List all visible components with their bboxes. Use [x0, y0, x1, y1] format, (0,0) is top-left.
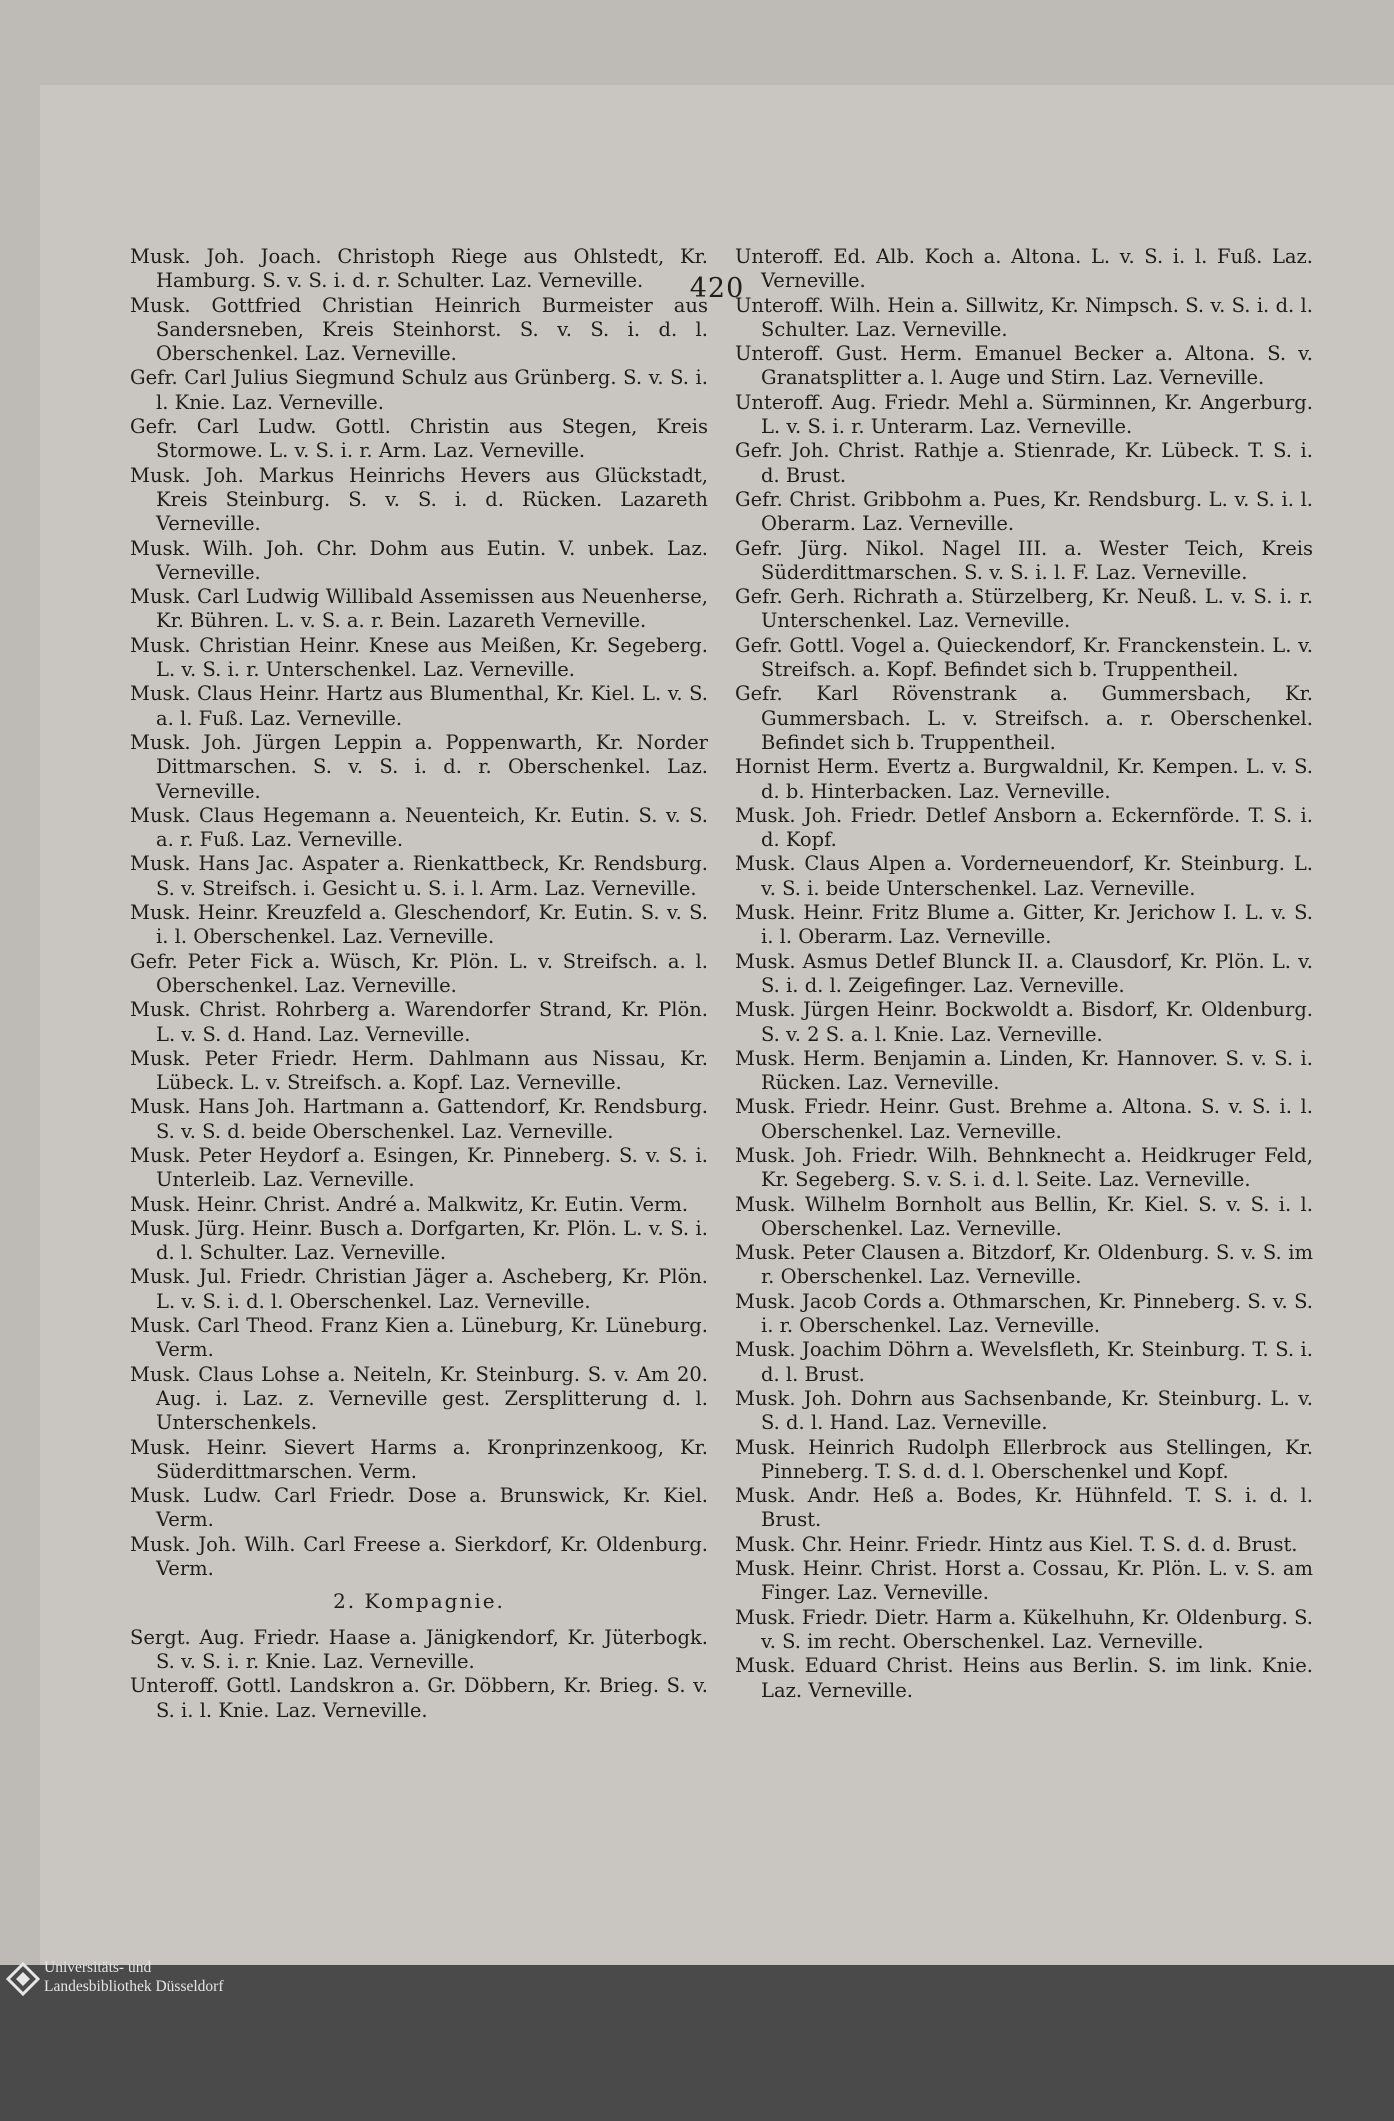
casualty-entry: Musk. Joh. Friedr. Wilh. Behnknecht a. Heidkruger Feld, Kr. Segeberg. S. v. S. i. d. l. Seite. Laz. Verneville.	[735, 1143, 1313, 1192]
casualty-entry: Gefr. Carl Julius Siegmund Schulz aus Grünberg. S. v. S. i. l. Knie. Laz. Verneville.	[130, 366, 708, 414]
casualty-entry: Musk. Asmus Detlef Blunck II. a. Clausdorf, Kr. Plön. L. v. S. i. d. l. Zeigefinger. Laz. Verneville.	[735, 949, 1313, 997]
casualty-entry: Musk. Joh. Jürgen Leppin a. Poppenwarth, Kr. Norder Dittmarschen. S. v. S. i. d. r. Oberschenkel. Laz. Verneville.	[130, 730, 708, 803]
casualty-entry: Musk. Claus Lohse a. Neiteln, Kr. Steinburg. S. v. Am 20. Aug. i. Laz. z. Verneville gest. Zersplitterung d. l. Unterschenkels.	[130, 1362, 708, 1435]
casualty-entry: Gefr. Christ. Gribbohm a. Pues, Kr. Rendsburg. L. v. S. i. l. Oberarm. Laz. Verneville.	[735, 487, 1313, 536]
casualty-entry: Musk. Christ. Rohrberg a. Warendorfer Strand, Kr. Plön. L. v. S. d. Hand. Laz. Verneville.	[130, 998, 708, 1046]
casualty-entry: Musk. Claus Heinr. Hartz aus Blumenthal, Kr. Kiel. L. v. S. a. l. Fuß. Laz. Verneville.	[130, 682, 708, 730]
casualty-entry: Musk. Peter Friedr. Herm. Dahlmann aus Nissau, Kr. Lübeck. L. v. Streifsch. a. Kopf. Laz. Verneville.	[130, 1046, 708, 1095]
casualty-entry: Musk. Heinr. Christ. André a. Malkwitz, Kr. Eutin. Verm.	[130, 1192, 689, 1216]
casualty-entry: Gefr. Joh. Christ. Rathje a. Stienrade, Kr. Lübeck. T. S. i. d. Brust.	[735, 439, 1313, 487]
casualty-entry: Musk. Heinr. Fritz Blume a. Gitter, Kr. Jerichow I. L. v. S. i. l. Oberarm. Laz. Verneville.	[735, 901, 1313, 949]
casualty-entry: Musk. Heinr. Sievert Harms a. Kronprinzenkoog, Kr. Süderdittmarschen. Verm.	[130, 1435, 708, 1483]
library-name-line2: Landesbibliothek Düsseldorf	[44, 1978, 224, 1995]
casualty-entry: Unteroff. Wilh. Hein a. Sillwitz, Kr. Nimpsch. S. v. S. i. d. l. Schulter. Laz. Verneville.	[735, 293, 1313, 341]
casualty-entry: Musk. Joh. Wilh. Carl Freese a. Sierkdorf, Kr. Oldenburg. Verm.	[130, 1532, 708, 1581]
casualty-entry: Musk. Christian Heinr. Knese aus Meißen, Kr. Segeberg. L. v. S. i. r. Unterschenkel. Laz. Verneville.	[130, 633, 708, 682]
casualty-entry: Musk. Friedr. Dietr. Harm a. Kükelhuhn, Kr. Oldenburg. S. v. S. im recht. Oberschenkel. Laz. Verneville.	[735, 1605, 1313, 1653]
casualty-entry: Unteroff. Aug. Friedr. Mehl a. Sürminnen, Kr. Angerburg. L. v. S. i. r. Unterarm. Laz. Verneville.	[735, 390, 1313, 439]
casualty-entry: Musk. Hans Jac. Aspater a. Rienkattbeck, Kr. Rendsburg. S. v. Streifsch. i. Gesicht u. S. i. l. Arm. Laz. Verneville.	[130, 852, 708, 900]
casualty-entry: Musk. Gottfried Christian Heinrich Burmeister aus Sandersneben, Kreis Steinhorst. S. v. S. i. d. l. Oberschenkel. Laz. Verneville.	[130, 293, 708, 366]
casualty-entry: Musk. Heinr. Christ. Horst a. Cossau, Kr. Plön. L. v. S. am Finger. Laz. Verneville.	[735, 1557, 1313, 1605]
casualty-entry: Musk. Carl Theod. Franz Kien a. Lüneburg, Kr. Lüneburg. Verm.	[130, 1314, 708, 1362]
casualty-entry: Musk. Heinrich Rudolph Ellerbrock aus Stellingen, Kr. Pinneberg. T. S. d. d. l. Oberschenkel und Kopf.	[735, 1435, 1313, 1483]
casualty-entry: Musk. Heinr. Kreuzfeld a. Gleschendorf, Kr. Eutin. S. v. S. i. l. Oberschenkel. Laz. Verneville.	[130, 901, 708, 949]
casualty-entry: Musk. Peter Heydorf a. Esingen, Kr. Pinneberg. S. v. S. i. Unterleib. Laz. Verneville.	[130, 1143, 708, 1192]
casualty-entry: Gefr. Gerh. Richrath a. Stürzelberg, Kr. Neuß. L. v. S. i. r. Unterschenkel. Laz. Verneville.	[735, 585, 1313, 633]
casualty-entry: Musk. Claus Alpen a. Vorderneuendorf, Kr. Steinburg. L. v. S. i. beide Unterschenkel. Laz. Verneville.	[735, 852, 1313, 900]
casualty-entry: Musk. Joh. Dohrn aus Sachsenbande, Kr. Steinburg. L. v. S. d. l. Hand. Laz. Verneville.	[735, 1386, 1313, 1435]
casualty-entry: Gefr. Jürg. Nikol. Nagel III. a. Wester Teich, Kreis Süderdittmarschen. S. v. S. i. l. F. Laz. Verneville.	[735, 536, 1313, 584]
page-number: 420	[689, 273, 745, 304]
casualty-entry: Hornist Herm. Evertz a. Burgwaldnil, Kr. Kempen. L. v. S. d. b. Hinterbacken. Laz. Verneville.	[735, 755, 1313, 803]
library-credit	[44, 1958, 224, 1996]
casualty-entry: Musk. Hans Joh. Hartmann a. Gattendorf, Kr. Rendsburg. S. v. S. d. beide Oberschenkel. Laz. Verneville.	[130, 1095, 708, 1143]
section-heading: 2. Kompagnie.	[333, 1589, 505, 1614]
casualty-entry: Musk. Ludw. Carl Friedr. Dose a. Brunswick, Kr. Kiel. Verm.	[130, 1484, 708, 1532]
right-column	[735, 245, 1313, 1703]
casualty-entry: Gefr. Gottl. Vogel a. Quieckendorf, Kr. Franckenstein. L. v. Streifsch. a. Kopf. Befindet sich b. Truppentheil.	[735, 633, 1313, 682]
casualty-entry: Musk. Carl Ludwig Willibald Assemissen aus Neuenherse, Kr. Bühren. L. v. S. a. r. Bein. Lazareth Verneville.	[130, 585, 708, 633]
casualty-entry: Musk. Joh. Joach. Christoph Riege aus Ohlstedt, Kr. Hamburg. S. v. S. i. d. r. Schulter. Laz. Verneville.	[130, 245, 708, 293]
casualty-entry: Musk. Jürg. Heinr. Busch a. Dorfgarten, Kr. Plön. L. v. S. i. d. l. Schulter. Laz. Verneville.	[130, 1216, 708, 1265]
casualty-entry: Musk. Peter Clausen a. Bitzdorf, Kr. Oldenburg. S. v. S. im r. Oberschenkel. Laz. Verneville.	[735, 1241, 1313, 1289]
casualty-entry: Gefr. Peter Fick a. Wüsch, Kr. Plön. L. v. Streifsch. a. l. Oberschenkel. Laz. Verneville.	[130, 949, 708, 997]
casualty-entry: Unteroff. Gottl. Landskron a. Gr. Döbbern, Kr. Brieg. S. v. S. i. l. Knie. Laz. Verneville.	[130, 1674, 708, 1722]
casualty-entry: Musk. Chr. Heinr. Friedr. Hintz aus Kiel. T. S. d. d. Brust.	[735, 1532, 1298, 1556]
casualty-entry: Musk. Jacob Cords a. Othmarschen, Kr. Pinneberg. S. v. S. i. r. Oberschenkel. Laz. Verneville.	[735, 1289, 1313, 1338]
library-name-line1: Universitäts- und	[44, 1959, 152, 1976]
casualty-entry: Musk. Joh. Markus Heinrichs Hevers aus Glückstadt, Kreis Steinburg. S. v. S. i. d. Rücken. Lazareth Verneville.	[130, 463, 708, 536]
casualty-entry: Sergt. Aug. Friedr. Haase a. Jänigkendorf, Kr. Jüterbogk. S. v. S. i. r. Knie. Laz. Verneville.	[130, 1625, 708, 1673]
casualty-entry: Musk. Claus Hegemann a. Neuenteich, Kr. Eutin. S. v. S. a. r. Fuß. Laz. Verneville.	[130, 803, 708, 852]
casualty-entry: Musk. Joachim Döhrn a. Wevelsfleth, Kr. Steinburg. T. S. i. d. l. Brust.	[735, 1338, 1313, 1386]
casualty-entry: Musk. Wilh. Joh. Chr. Dohm aus Eutin. V. unbek. Laz. Verneville.	[130, 536, 708, 584]
casualty-entry: Unteroff. Ed. Alb. Koch a. Altona. L. v. S. i. l. Fuß. Laz. Verneville.	[735, 245, 1313, 293]
casualty-entry: Musk. Joh. Friedr. Detlef Ansborn a. Eckernförde. T. S. i. d. Kopf.	[735, 803, 1313, 852]
casualty-entry: Musk. Jürgen Heinr. Bockwoldt a. Bisdorf, Kr. Oldenburg. S. v. 2 S. a. l. Knie. Laz. Verneville.	[735, 998, 1313, 1046]
casualty-entry: Unteroff. Gust. Herm. Emanuel Becker a. Altona. S. v. Granatsplitter a. l. Auge und Stirn. Laz. Verneville.	[735, 342, 1313, 390]
left-column	[130, 245, 708, 1723]
casualty-entry: Gefr. Karl Rövenstrank a. Gummersbach, Kr. Gummersbach. L. v. Streifsch. a. r. Oberschenkel. Befindet sich b. Truppentheil.	[735, 682, 1313, 754]
casualty-entry: Musk. Wilhelm Bornholt aus Bellin, Kr. Kiel. S. v. S. i. l. Oberschenkel. Laz. Verneville.	[735, 1192, 1313, 1240]
casualty-entry: Musk. Eduard Christ. Heins aus Berlin. S. im link. Knie. Laz. Verneville.	[735, 1654, 1313, 1702]
casualty-entry: Musk. Jul. Friedr. Christian Jäger a. Ascheberg, Kr. Plön. L. v. S. i. d. l. Oberschenkel. Laz. Verneville.	[130, 1265, 708, 1313]
casualty-entry: Musk. Herm. Benjamin a. Linden, Kr. Hannover. S. v. S. i. Rücken. Laz. Verneville.	[735, 1046, 1313, 1095]
casualty-entry: Musk. Andr. Heß a. Bodes, Kr. Hühnfeld. T. S. i. d. l. Brust.	[735, 1484, 1313, 1532]
casualty-entry: Gefr. Carl Ludw. Gottl. Christin aus Stegen, Kreis Stormowe. L. v. S. i. r. Arm. Laz. Verneville.	[130, 415, 708, 463]
casualty-entry: Musk. Friedr. Heinr. Gust. Brehme a. Altona. S. v. S. i. l. Oberschenkel. Laz. Verneville.	[735, 1095, 1313, 1143]
ulb-logo-icon	[6, 1962, 40, 1996]
